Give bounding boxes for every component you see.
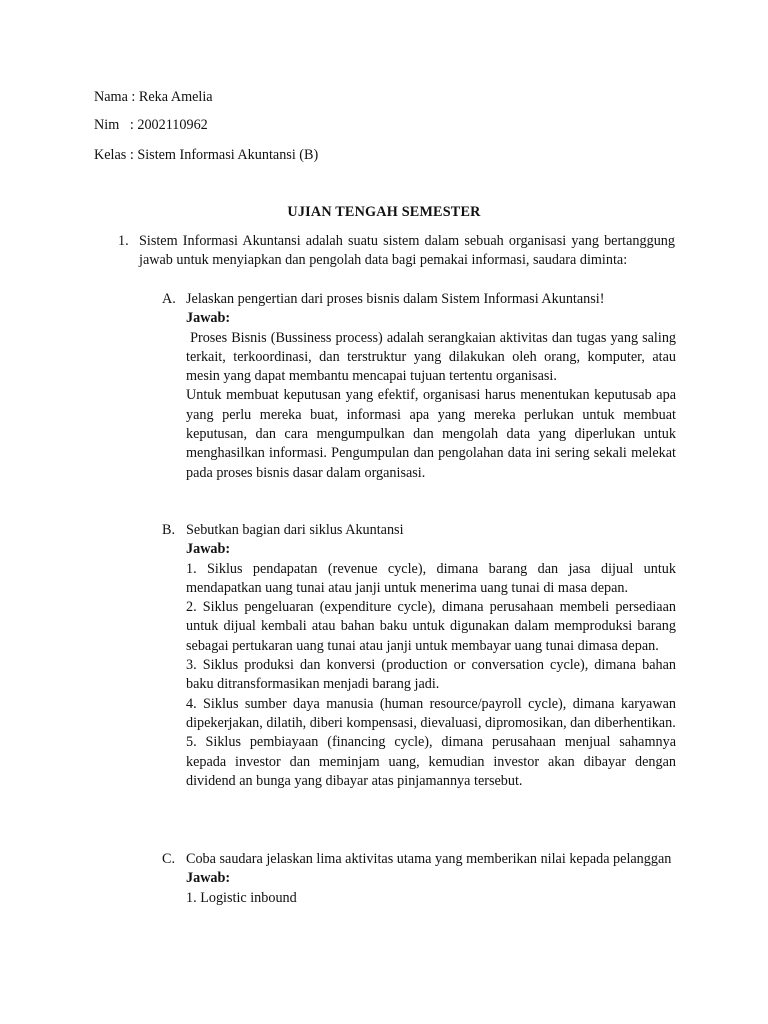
student-nim: Nim : 2002110962 (94, 117, 208, 133)
part-b-item-5: 5. Siklus pembiayaan (financing cycle), dimana perusahaan menjual sahamnya kepada investor dan meminjam uang, kemudian investor akan dibayar dengan dividend an bunga yang dibayar atas pinjamannya tersebut. (186, 734, 676, 789)
part-a-section (186, 290, 680, 483)
part-c-question: Coba saudara jelaskan lima aktivitas utama yang memberikan nilai kepada pelanggan (186, 851, 672, 867)
part-a-letter: A. (162, 291, 176, 307)
student-name: Nama : Reka Amelia (94, 89, 213, 105)
exam-title: UJIAN TENGAH SEMESTER (287, 204, 481, 220)
part-b-question: Sebutkan bagian dari siklus Akuntansi (186, 522, 404, 538)
part-b-item-1: 1. Siklus pendapatan (revenue cycle), dimana barang dan jasa dijual untuk mendapatkan uang tunai atau janji untuk menerima uang tunai di masa depan. (186, 560, 676, 596)
student-class: Kelas : Sistem Informasi Akuntansi (B) (94, 147, 319, 163)
part-c-section (186, 850, 676, 908)
part-c-item-1: 1. Logistic inbound (186, 889, 297, 906)
part-b-item-3: 3. Siklus produksi dan konversi (production or conversation cycle), dimana bahan baku ditransformasikan menjadi barang jadi. (186, 657, 676, 693)
part-a-answer-paragraph-2: Untuk membuat keputusan yang efektif, organisasi harus menentukan keputusab apa yang perlu mereka buat, informasi apa yang mereka perlukan untuk membuat keputusan, dan cara mengumpulkan dan mengolah data yang diperlukan untuk menghasilkan informasi. Pengumpulan dan pengolahan data ini sering sekali melekat pada proses bisnis dasar dalam organisasi. (186, 387, 676, 481)
part-c-jawab-label: Jawab: (186, 870, 231, 887)
part-c-letter: C. (162, 851, 176, 867)
part-a-jawab-label: Jawab: (186, 310, 231, 327)
part-a-question: Jelaskan pengertian dari proses bisnis dalam Sistem Informasi Akuntansi! (186, 291, 605, 307)
part-b-item-2: 2. Siklus pengeluaran (expenditure cycle), dimana perusahaan membeli persediaan untuk dijual kembali atau bahan baku untuk digunakan dalam memproduksi barang sebagai pertukaran uang tunai atau janji untuk membayar uang tunai dimasa depan. (186, 599, 676, 654)
part-b-item-4: 4. Siklus sumber daya manusia (human resource/payroll cycle), dimana karyawan dipekerjakan, dilatih, diberi kompensasi, dievaluasi, dipromosikan, dan diberhentikan. (186, 695, 676, 731)
part-b-letter: B. (162, 522, 176, 538)
question-number: 1. (118, 233, 129, 249)
part-b-section (186, 521, 676, 791)
question-text: Sistem Informasi Akuntansi adalah suatu sistem dalam sebuah organisasi yang bertanggung jawab untuk menyiapkan dan pengolah data bagi pemakai informasi, saudara diminta: (139, 233, 675, 268)
part-b-jawab-label: Jawab: (186, 541, 231, 558)
part-a-answer-paragraph-1: Proses Bisnis (Bussiness process) adalah serangkaian aktivitas dan tugas yang saling terkait, terkoordinasi, dan terstruktur yang dilakukan oleh orang, komputer, atau mesin yang dapat membantu mencapai tujuan tertentu organisasi. (186, 329, 680, 385)
